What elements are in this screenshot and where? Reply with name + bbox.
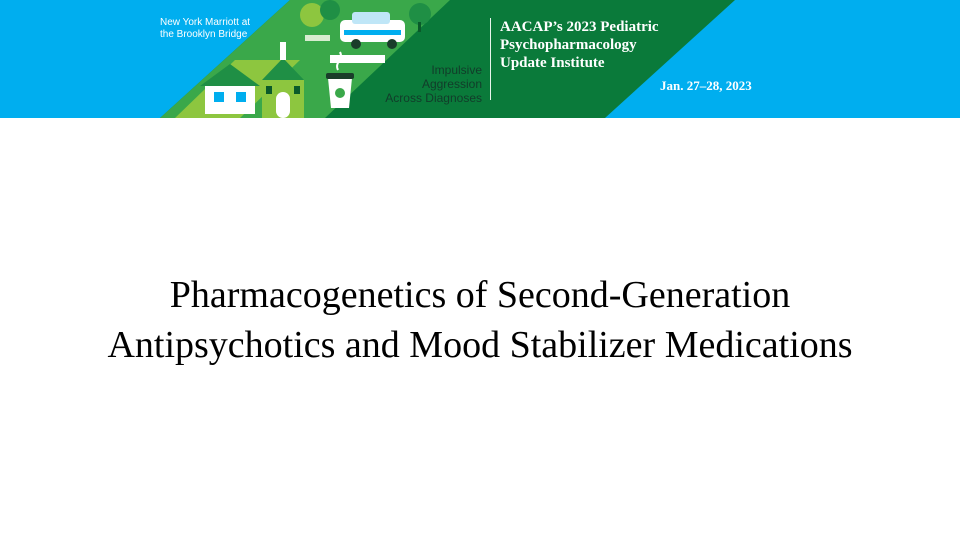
conference-title-line: AACAP’s 2023 Pediatric [500, 19, 659, 35]
topic-line: Impulsive [431, 63, 482, 77]
conference-dates: Jan. 27–28, 2023 [660, 78, 752, 93]
topic-line: Aggression [421, 77, 482, 91]
slide-title-line: Antipsychotics and Mood Stabilizer Medications [107, 324, 853, 366]
road-line-2 [305, 35, 330, 41]
conference-title [500, 18, 700, 72]
venue-line: the Brooklyn Bridge [160, 29, 248, 40]
venue-text [160, 17, 300, 41]
slide-title [0, 270, 960, 370]
topic-text [372, 63, 482, 105]
venue-line: New York Marriott at [160, 17, 251, 28]
topic-line: Across Diagnoses [385, 91, 482, 105]
slide-title-line: Pharmacogenetics of Second-Generation [169, 274, 791, 316]
conference-title-line: Psychopharmacology [500, 37, 637, 53]
banner-divider [490, 18, 491, 100]
conference-title-line: Update Institute [500, 55, 605, 71]
header-banner [0, 0, 960, 118]
